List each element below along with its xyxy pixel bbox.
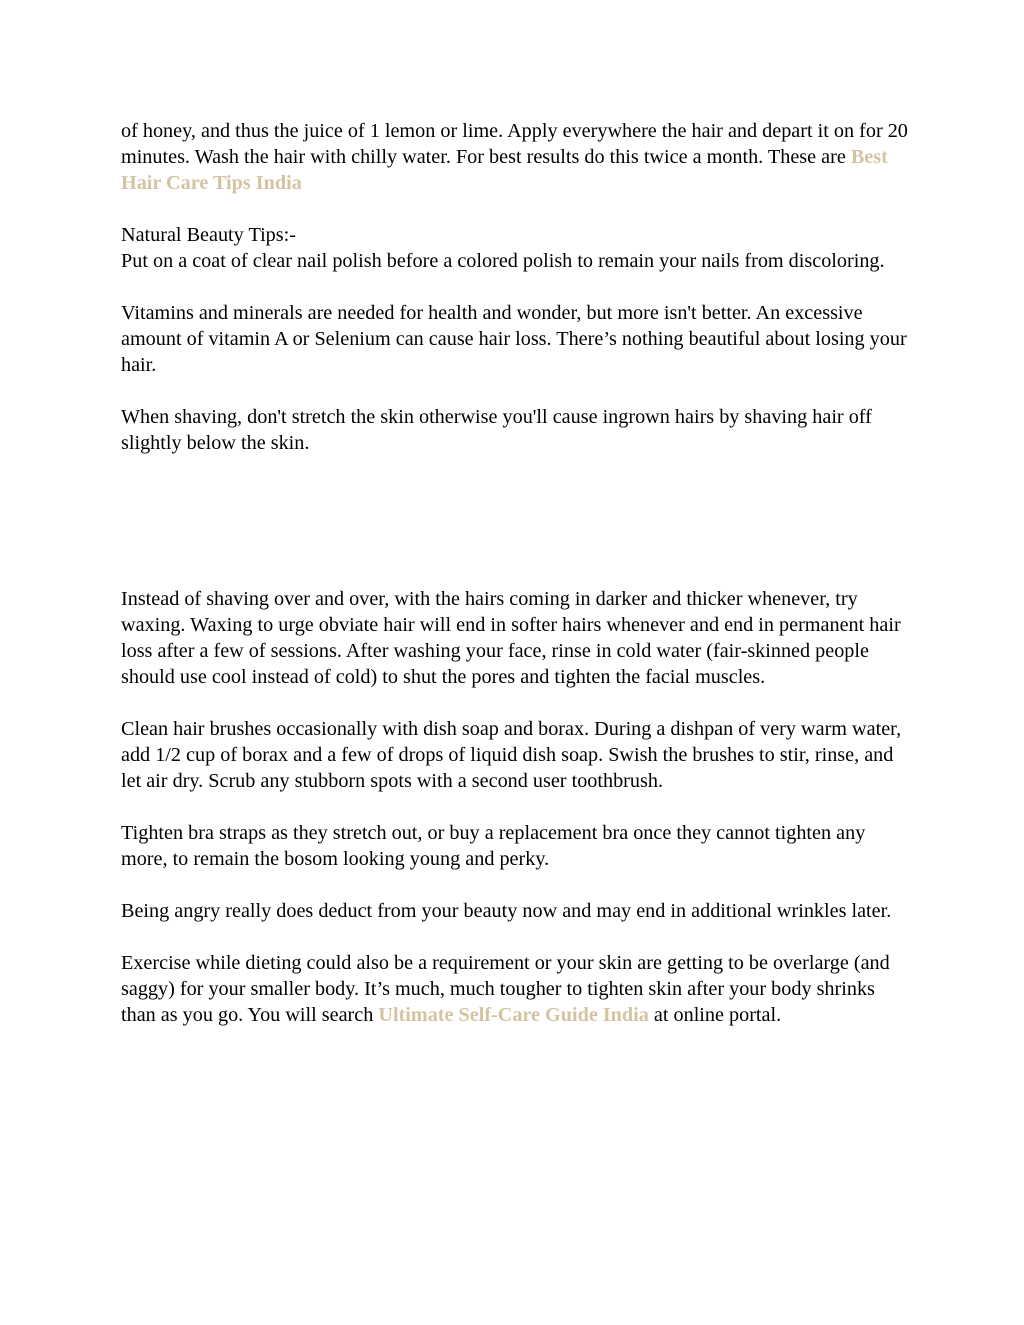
paragraph-honey-lemon — [121, 118, 911, 196]
paragraph-nail-polish: Put on a coat of clear nail polish before a colored polish to remain your nails from discoloring. — [121, 250, 885, 272]
document-page — [121, 118, 911, 1054]
section-heading-natural-beauty-tips: Natural Beauty Tips:- — [121, 224, 296, 246]
paragraph-exercise — [121, 950, 911, 1028]
paragraph-vitamins: Vitamins and minerals are needed for health and wonder, but more isn't better. An excessive amount of vitamin A or Selenium can cause hair loss. There’s nothing beautiful about losing your hair. — [121, 302, 907, 376]
paragraph-hair-brushes: Clean hair brushes occasionally with dish soap and borax. During a dishpan of very warm water, add 1/2 cup of borax and a few of drops of liquid dish soap. Swish the brushes to stir, rinse, and let air dry. Scrub any stubborn spots with a second user toothbrush. — [121, 718, 902, 792]
paragraph-tail: at online portal. — [648, 1004, 782, 1026]
paragraph-waxing: Instead of shaving over and over, with the hairs coming in darker and thicker whenever, try waxing. Waxing to urge obviate hair will end in softer hairs whenever and end in permanent hair loss after a few of sessions. After washing your face, rinse in cold water (fair-skinned people should use cool instead of cold) to shut the pores and tighten the facial muscles. — [121, 588, 901, 688]
best-hair-care-tips-link[interactable]: Best Hair Care Tips India — [121, 146, 888, 194]
ultimate-self-care-guide-link[interactable]: Ultimate Self-Care Guide India — [378, 1004, 649, 1026]
paragraph-text: Exercise while dieting could also be a requirement or your skin are getting to be overlarge (and saggy) for your smaller body. It’s much, much tougher to tighten skin after your body shrinks than as you go. You will search — [121, 952, 890, 1026]
paragraph-bra-straps: Tighten bra straps as they stretch out, or buy a replacement bra once they cannot tighten any more, to remain the bosom looking young and perky. — [121, 822, 866, 870]
blank-space — [121, 482, 911, 586]
paragraph-shaving: When shaving, don't stretch the skin otherwise you'll cause ingrown hairs by shaving hair off slightly below the skin. — [121, 406, 872, 454]
paragraph-text: of honey, and thus the juice of 1 lemon or lime. Apply everywhere the hair and depart it on for 20 minutes. Wash the hair with chilly water. For best results do this twice a month. These are — [121, 120, 908, 168]
paragraph-angry: Being angry really does deduct from your beauty now and may end in additional wrinkles later. — [121, 900, 892, 922]
